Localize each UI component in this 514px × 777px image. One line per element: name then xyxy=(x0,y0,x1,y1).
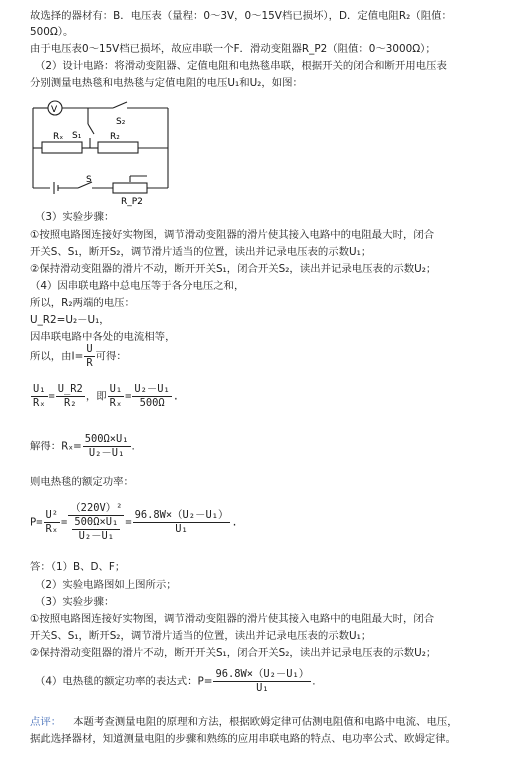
text-line: 因串联电路中各处的电流相等， xyxy=(30,331,176,343)
text-line: 据此选择器材，知道测量电阻的步骤和熟练的应用串联电路的特点、电功率公式、欧姆定律。 xyxy=(30,733,457,745)
rheostat-rp2 xyxy=(113,183,147,193)
text-line: 所以，R₂两端的电压： xyxy=(30,297,135,309)
resistor-rx xyxy=(42,142,82,153)
text-line: 分别测量电热毯和电热毯与定值电阻的电压U₁和U₂，如图： xyxy=(30,77,303,89)
text-line: ①按照电路图连接好实物图，调节滑动变阻器的滑片使其接入电路中的电阻最大时，闭合 xyxy=(30,229,435,241)
power-equation: P= $\frac{\text{U²}}{\text{Rₓ}}$ = $\frac{\text{（220V）²}}{\frac{\text{500Ω×U₁}}{\text{U₂－U₁}}}$ = $\frac{\text{96.8W×（U₂－U₁）}}{\text{U₁}}$ . xyxy=(30,502,238,542)
text-line: 500Ω）。 xyxy=(30,26,74,38)
rp2-label: R_P2 xyxy=(121,197,143,207)
text-line: （2）设计电路：将滑动变阻器、定值电阻和电热毯串联，根据开关的闭合和断开用电压表 xyxy=(35,60,447,72)
s-label: S xyxy=(86,175,92,185)
ohm-law-line: 所以，由I= $\frac{U}{R}$ 可得： xyxy=(30,343,127,369)
rx-label: Rₓ xyxy=(53,132,64,142)
text-line: 故选择的器材有：B．电压表（量程：0～3V，0～15V档已损坏），D．定值电阻R₂（阻值： xyxy=(30,10,452,22)
circuit-diagram xyxy=(28,96,178,208)
comment-label: 点评： xyxy=(30,716,62,728)
resistor-r2 xyxy=(98,142,138,153)
text-line: 开关S、S₁，断开S₂，调节滑片适当的位置，读出并记录电压表的示数U₁； xyxy=(30,630,372,642)
text-line: （2）实验电路图如上图所示； xyxy=(35,579,177,591)
text-line: U_R2=U₂－U₁， xyxy=(30,314,110,326)
text-line: ②保持滑动变阻器的滑片不动，断开开关S₁，闭合开关S₂，读出并记录电压表的示数U₂； xyxy=(30,647,437,659)
text-line: （3）实验步骤： xyxy=(35,211,115,223)
rx-solution: 解得：Rₓ= $\frac{\text{500Ω×U₁}}{\text{U₂－U₁}}$ . xyxy=(30,433,135,459)
text-line: （4）因串联电路中总电压等于各分电压之和， xyxy=(30,280,245,292)
text-line: 由于电压表0～15V档已损坏，故应串联一个F．滑动变阻器R_P2（阻值：0～3000Ω）； xyxy=(30,43,436,55)
text-line: 答：（1）B、D、F； xyxy=(30,561,126,573)
comment-line: 点评： 本题考查测量电阻的原理和方法，根据欧姆定律可估测电阻值和电路中电流、电压， xyxy=(30,716,458,728)
s2-label: S₂ xyxy=(116,117,126,127)
power-answer: （4）电热毯的额定功率的表达式：P= $\frac{\text{96.8W×（U₂－U₁）}}{\text{U₁}}$ . xyxy=(35,668,316,694)
ratio-equation: $\frac{\text{U₁}}{\text{Rₓ}}$ = $\frac{U\_R2}{\text{R₂}}$ ，即 $\frac{\text{U₁}}{\text{Rₓ}}$ = $\frac{\text{U₂－U₁}}{500\Omega}$ . xyxy=(33,383,180,409)
text-line: ①按照电路图连接好实物图，调节滑动变阻器的滑片使其接入电路中的电阻最大时，闭合 xyxy=(30,613,435,625)
text-line: 则电热毯的额定功率： xyxy=(30,476,134,488)
voltmeter-label: V xyxy=(51,105,58,115)
r2-label: R₂ xyxy=(110,132,120,142)
text-line: 开关S、S₁，断开S₂，调节滑片适当的位置，读出并记录电压表的示数U₁； xyxy=(30,246,372,258)
text-line: ②保持滑动变阻器的滑片不动，断开开关S₁，闭合开关S₂，读出并记录电压表的示数U₂； xyxy=(30,263,437,275)
text-line: （3）实验步骤： xyxy=(35,596,115,608)
s1-label: S₁ xyxy=(72,131,82,141)
